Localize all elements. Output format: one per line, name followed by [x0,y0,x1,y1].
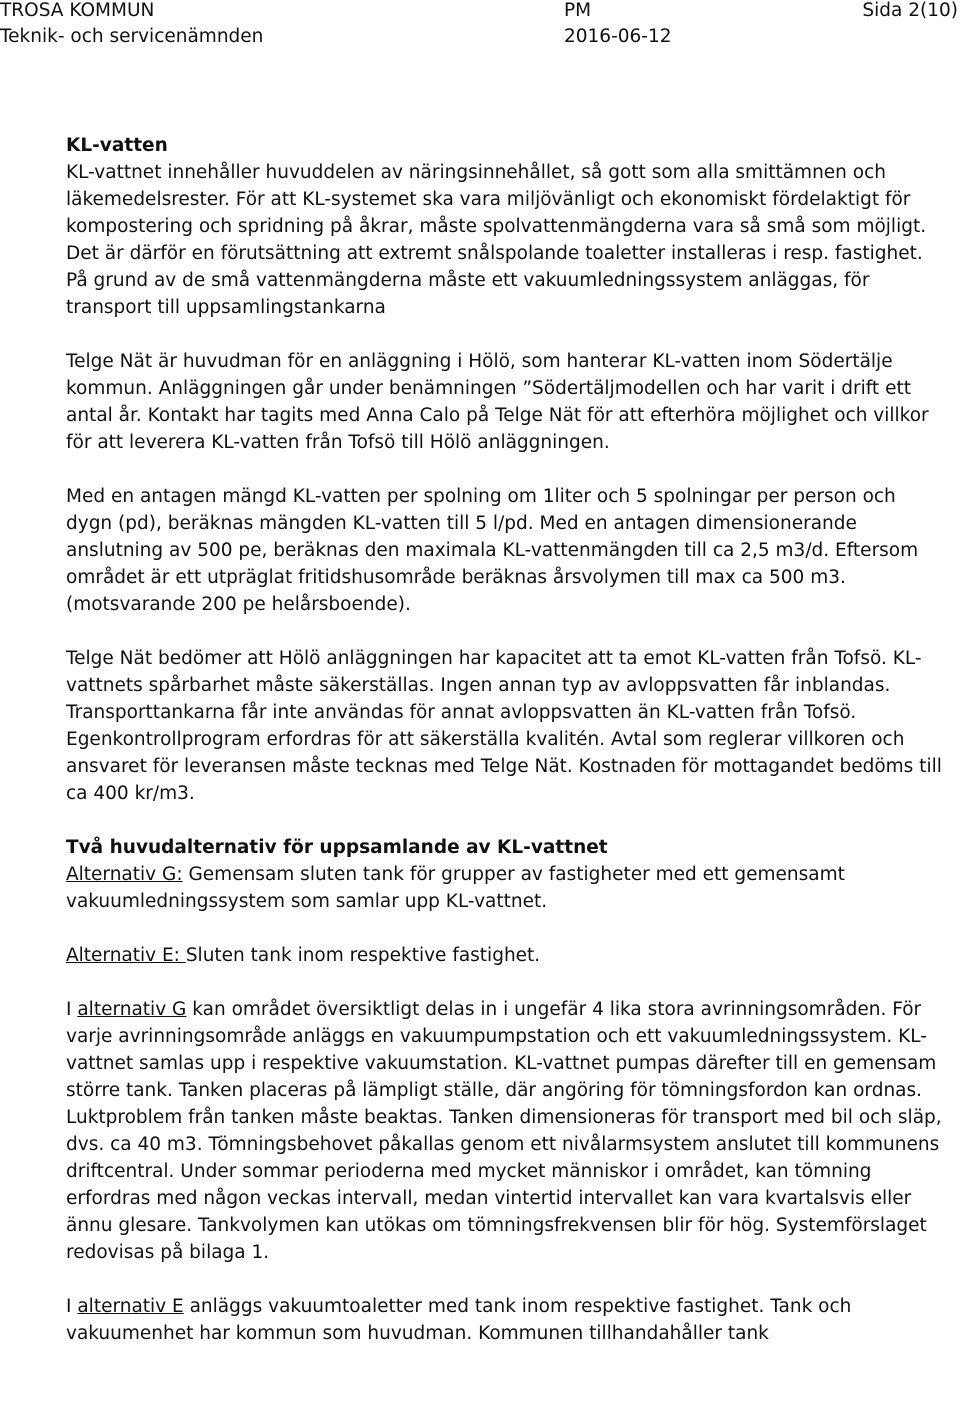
paragraph-alternative-g-details [66,996,946,1266]
e-para-text: anläggs vakuumtoaletter med tank inom respektive fastighet. Tank och vakuumenhet har kommun som huvudman. Kommunen tillhandahåller tank [66,1296,852,1344]
header-board: Teknik- och servicenämnden [0,26,264,47]
paragraph-telge-nat: Telge Nät är huvudman för en anläggning i Hölö, som hanterar KL-vatten inom Södertälje kommun. Anläggningen går under benämningen ”Södertäljmodellen och har varit i drift ett antal år. Kontakt har tagits med Anna Calo på Telge Nät för att efterhöra möjlighet och villkor för att leverera KL-vatten från Tofsö till Hölö anläggningen. [66,351,929,453]
header-row-2 [0,24,960,50]
paragraph-kl-intro: KL-vattnet innehåller huvuddelen av näringsinnehållet, så gott som alla smittämnen och läkemedelsrester. För att KL-systemet ska vara miljövänligt och ekonomiskt fördelaktigt för kompostering och spridning på åkrar, måste spolvattenmängderna vara så små som möjligt. Det är därför en förutsättning att extremt snålspolande toaletter installeras i resp. fastighet. På grund av de små vattenmängderna måste ett vakuumledningssystem anläggas, för transport till uppsamlingstankarna [66,162,927,318]
header-row-1 [0,0,960,24]
header-page-number: Sida 2(10) [862,0,958,21]
paragraph-spacer [66,321,946,348]
paragraph-capacity: Telge Nät bedömer att Hölö anläggningen har kapacitet att ta emot KL-vatten från Tofsö. KL-vattnets spårbarhet måste säkerställas. Ingen annan typ av avloppsvatten får inblandas. Transporttankarna får inte användas för annat avloppsvatten än KL-vatten från Tofsö. Egenkontrollprogram erfordras för att säkerställa kvalitén. Avtal som reglerar villkoren och ansvaret för leveransen måste tecknas med Telge Nät. Kostnaden för mottagandet bedöms till ca 400 kr/m3. [66,648,942,804]
paragraph-spacer [66,456,946,483]
paragraph-spacer [66,618,946,645]
alternative-e-text: Sluten tank inom respektive fastighet. [185,945,541,966]
header-doc-type: PM [564,0,592,21]
alternative-g-reference: alternativ G [77,999,187,1020]
header-date: 2016-06-12 [564,26,672,47]
g-para-text: kan området översiktligt delas in i ungefär 4 lika stora avrinningsområden. För varje avrinningsområde anläggs en vakuumpumpstation och ett vakuumledningssystem. KL-vattnet samlas upp i respektive vakuumstation. KL-vattnet pumpas därefter till en gemensam större tank. Tanken placeras på lämpligt ställe, där angöring för tömningsfordon kan ordnas. Luktproblem från tanken måste beaktas. Tanken dimensioneras för transport med bil och släp, dvs. ca 40 m3. Tömningsbehovet påkallas genom ett nivålarmsystem anslutet till kommunens driftcentral. Under sommar perioderna med mycket människor i området, kan tömning erfordras med någon veckas intervall, medan vintertid intervallet kan vara kvartalsvis eller ännu glesare. Tankvolymen kan utökas om tömningsfrekvensen blir för hög. Systemförslaget redovisas på bilaga 1. [66,999,942,1263]
paragraph-spacer [66,969,946,996]
paragraph-alternative-e-details [66,1293,946,1347]
alternative-g-text: Gemensam sluten tank för grupper av fastigheter med ett gemensamt vakuumledningssystem som samlar upp KL-vattnet. [66,864,845,912]
paragraph-volume-calc: Med en antagen mängd KL-vatten per spolning om 1liter och 5 spolningar per person och dygn (pd), beräknas mängden KL-vatten till 5 l/pd. Med en antagen dimensionerande anslutning av 500 pe, beräknas den maximala KL-vattenmängden till ca 2,5 m3/d. Eftersom området är ett utpräglat fritidshusområde beräknas årsvolymen till max ca 500 m3.(motsvarande 200 pe helårsboende). [66,486,919,615]
g-para-prefix: I [66,999,78,1020]
paragraph-alternative-e [66,942,946,969]
paragraph-alternative-g [66,861,946,915]
paragraph-spacer [66,807,946,834]
header-org: TROSA KOMMUN [0,0,155,21]
alternative-e-reference: alternativ E [77,1296,184,1317]
section-heading-kl-vatten: KL-vatten [66,135,168,156]
e-para-prefix: I [66,1296,78,1317]
alternative-e-label: Alternativ E: [66,945,186,966]
paragraph-spacer [66,1266,946,1293]
paragraph-spacer [66,915,946,942]
document-body [66,132,946,1347]
alternative-g-label: Alternativ G: [66,864,183,885]
section-heading-alternatives: Två huvudalternativ för uppsamlande av KL-vattnet [66,837,608,858]
page-header [0,0,960,56]
